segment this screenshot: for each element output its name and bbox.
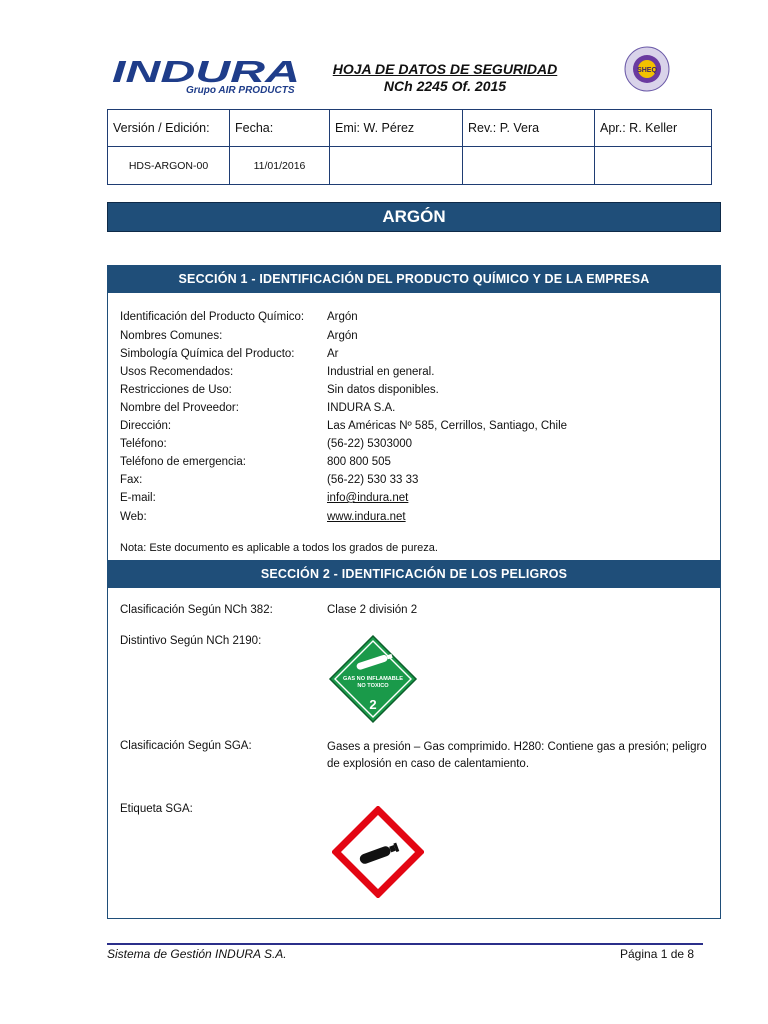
- logo-text: INDURA: [112, 54, 300, 89]
- version-cell: Versión / Edición:: [108, 110, 230, 147]
- nch382-value: Clase 2 división 2: [327, 604, 418, 616]
- common-names-label: Nombres Comunes:: [120, 330, 223, 342]
- footer-rule: [107, 943, 703, 945]
- emergency-phone-value: 800 800 505: [327, 456, 391, 468]
- section-2-header: SECCIÓN 2 - IDENTIFICACIÓN DE LOS PELIGROS: [107, 560, 721, 588]
- approver-value: [595, 147, 712, 185]
- id-label: Identificación del Producto Químico:: [120, 311, 305, 323]
- logo-sub: Grupo AIR PRODUCTS: [186, 85, 295, 96]
- nch2190-label: Distintivo Según NCh 2190:: [120, 635, 262, 647]
- approver-cell: Apr.: R. Keller: [595, 110, 712, 147]
- footer-system: Sistema de Gestión INDURA S.A.: [107, 947, 287, 961]
- address-label: Dirección:: [120, 420, 172, 432]
- symbol-value: Ar: [327, 348, 339, 360]
- supplier-value: INDURA S.A.: [327, 402, 396, 414]
- sheq-seal-icon: [624, 46, 670, 92]
- placard-text-2: NO TOXICO: [357, 683, 389, 689]
- fax-value: (56-22) 530 33 33: [327, 474, 419, 486]
- gas-cylinder-icon: [332, 806, 424, 898]
- web-label: Web:: [120, 511, 147, 523]
- sga-value: Gases a presión – Gas comprimido. H280: Contiene gas a presión; peligro de explosión en caso de calentamiento.: [327, 741, 707, 770]
- issuer-cell: Emi: W. Pérez: [330, 110, 463, 147]
- common-names-value: Argón: [327, 330, 358, 342]
- reviewer-value: [463, 147, 595, 185]
- emergency-phone-label: Teléfono de emergencia:: [120, 456, 246, 468]
- version-value: HDS-ARGON-00: [108, 147, 230, 185]
- version-table: [107, 109, 712, 185]
- uses-value: Industrial en general.: [327, 366, 435, 378]
- seal-text: SHEQ: [637, 67, 657, 74]
- nch382-label: Clasificación Según NCh 382:: [120, 604, 273, 616]
- phone-value: (56-22) 5303000: [327, 438, 413, 450]
- restrictions-label: Restricciones de Uso:: [120, 384, 232, 396]
- web-link[interactable]: www.indura.net: [327, 511, 406, 523]
- product-name-banner: ARGÓN: [107, 202, 721, 232]
- symbol-label: Simbología Química del Producto:: [120, 348, 295, 360]
- sga-label: Clasificación Según SGA:: [120, 740, 252, 752]
- version-value-row: [108, 147, 712, 185]
- date-value: 11/01/2016: [230, 147, 330, 185]
- phone-label: Teléfono:: [120, 438, 167, 450]
- issuer-value: [330, 147, 463, 185]
- indura-logo: [108, 52, 308, 100]
- doc-norm: NCh 2245 Of. 2015: [383, 78, 507, 94]
- doc-title: HOJA DE DATOS DE SEGURIDAD: [332, 61, 558, 77]
- id-value: Argón: [327, 311, 358, 323]
- uses-label: Usos Recomendados:: [120, 366, 234, 378]
- email-label: E-mail:: [120, 492, 156, 504]
- address-value: Las Américas Nº 585, Cerrillos, Santiago, Chile: [327, 420, 568, 432]
- date-cell: Fecha:: [230, 110, 330, 147]
- placard-text-1: GAS NO INFLAMABLE: [343, 676, 403, 682]
- section-1-header: SECCIÓN 1 - IDENTIFICACIÓN DEL PRODUCTO QUÍMICO Y DE LA EMPRESA: [107, 265, 721, 293]
- supplier-label: Nombre del Proveedor:: [120, 402, 239, 414]
- reviewer-cell: Rev.: P. Vera: [463, 110, 595, 147]
- email-link[interactable]: info@indura.net: [327, 492, 409, 504]
- placard-number: 2: [369, 697, 377, 712]
- footer-page-number: Página 1 de 8: [620, 947, 695, 961]
- purity-note: Nota: Este documento es aplicable a todos los grados de pureza.: [120, 542, 438, 554]
- etiqueta-sga-label: Etiqueta SGA:: [120, 803, 193, 815]
- non-flammable-gas-placard-icon: [328, 634, 418, 724]
- restrictions-value: Sin datos disponibles.: [327, 384, 439, 396]
- version-header-row: [108, 110, 712, 147]
- fax-label: Fax:: [120, 474, 143, 486]
